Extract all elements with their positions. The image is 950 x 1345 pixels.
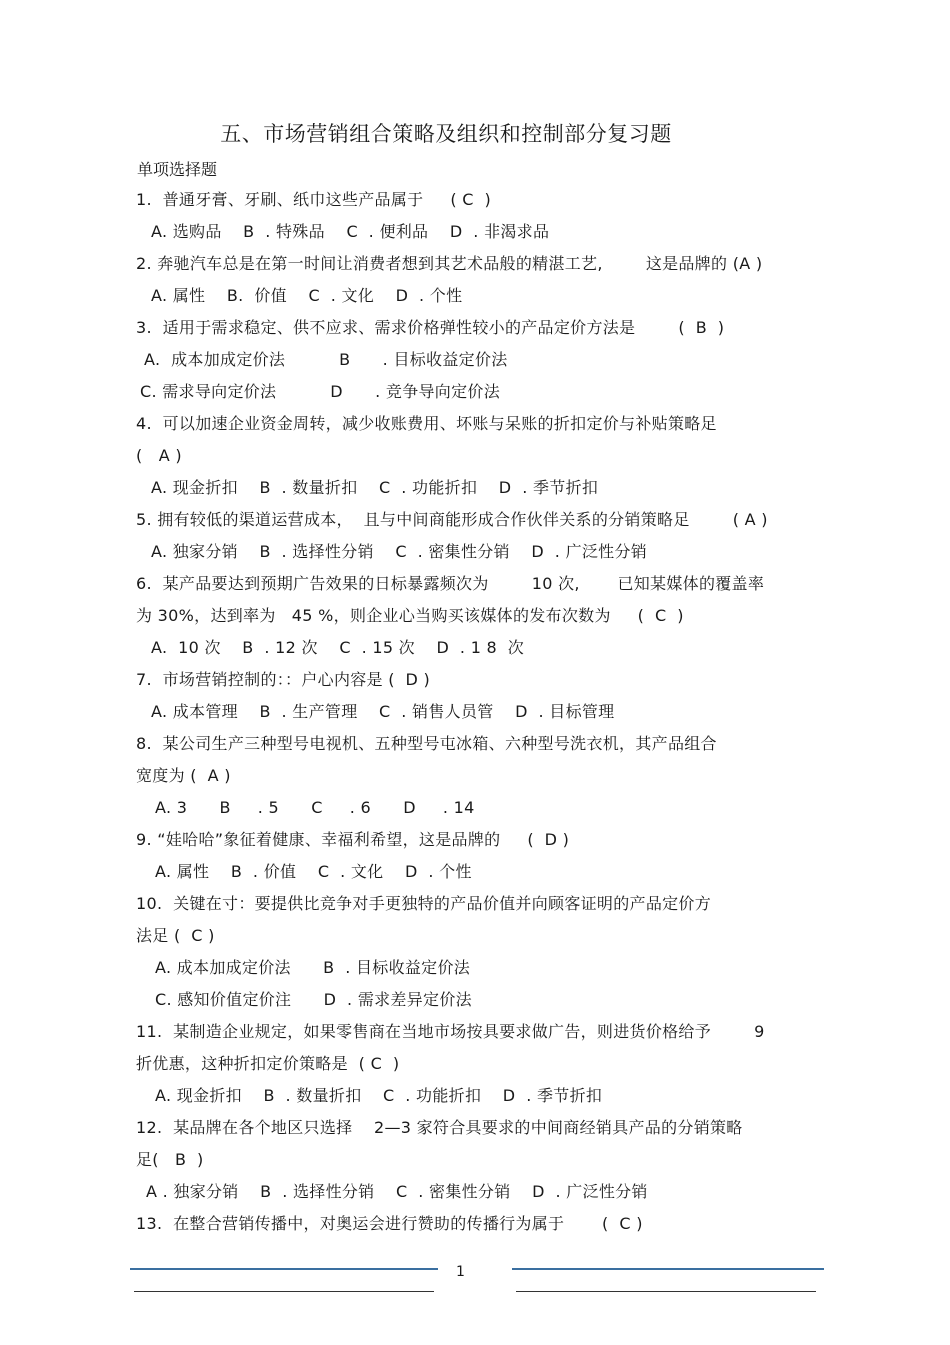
options-line: A . 独家分销 B . 选择性分销 C . 密集性分销 D . 广泛性分销	[146, 1182, 648, 1201]
question-line: 4. 可以加速企业资金周转，减少收账费用、坏账与呆账的折扣定价与补贴策略足	[136, 414, 717, 433]
options-line: A. 现金折扣 B . 数量折扣 C . 功能折扣 D . 季节折扣	[155, 1086, 603, 1105]
question-line: 5. 拥有较低的渠道运营成本， 且与中间商能形成合作伙伴关系的分销策略足 ( A )	[136, 510, 768, 529]
page-number: 1	[456, 1264, 465, 1280]
options-line: C. 感知价值定价注 D . 需求差异定价法	[155, 990, 472, 1009]
options-line: A. 成本加成定价法 B . 目标收益定价法	[155, 958, 471, 977]
question-line: 7. 市场营销控制的：：户心内容是 ( D )	[136, 670, 431, 689]
options-line: A. 属性 B. 价值 C . 文化 D . 个性	[151, 286, 463, 305]
footer-rule-left-lower	[134, 1291, 434, 1292]
section-heading: 单项选择题	[137, 160, 218, 179]
question-line: 宽度为 ( A )	[136, 766, 231, 785]
options-line: A. 成本管理 B . 生产管理 C . 销售人员管 D . 目标管理	[151, 702, 615, 721]
question-line: 10. 关键在寸：要提供比竞争对手更独特的产品价值并向顾客证明的产品定价方	[136, 894, 712, 913]
options-line: A. 3 B . 5 C . 6 D . 14	[155, 798, 475, 817]
question-line: 足( B )	[136, 1150, 204, 1169]
question-line: 法足 ( C )	[136, 926, 215, 945]
options-line: A. 10 次 B . 12 次 C . 15 次 D . 1 8 次	[151, 638, 525, 657]
question-line: 3. 适用于需求稳定、供不应求、需求价格弹性较小的产品定价方法是 ( B )	[136, 318, 725, 337]
footer-rule-right-lower	[516, 1291, 816, 1292]
footer-rule-right	[512, 1268, 824, 1270]
question-line: 12. 某品牌在各个地区只选择 2—3 家符合具要求的中间商经销具产品的分销策略	[136, 1118, 743, 1137]
options-line: A. 选购品 B . 特殊品 C . 便利品 D . 非渴求品	[151, 222, 550, 241]
question-line: 13. 在整合营销传播中，对奥运会进行赞助的传播行为属于 ( C )	[136, 1214, 643, 1233]
options-line: A. 成本加成定价法 B . 目标收益定价法	[144, 350, 508, 369]
question-line: ( A )	[136, 446, 182, 465]
options-line: A. 现金折扣 B . 数量折扣 C . 功能折扣 D . 季节折扣	[151, 478, 599, 497]
question-line: 9. “娃哈哈”象征着健康、幸福利希望，这是品牌的 ( D )	[136, 830, 570, 849]
footer-rule-left	[130, 1268, 438, 1270]
question-line: 8. 某公司生产三种型号电视机、五种型号屯冰箱、六种型号洗衣机，其产品组合	[136, 734, 717, 753]
question-line: 6. 某产品要达到预期广告效果的日标暴露频次为 10 次, 已知某媒体的覆盖率	[136, 574, 765, 593]
page-title: 五、市场营销组合策略及组织和控制部分复习题	[220, 122, 672, 146]
options-line: C. 需求导向定价法 D . 竞争导向定价法	[140, 382, 501, 401]
question-line: 2. 奔驰汽车总是在第一时间让消费者想到其艺术品般的精湛工艺, 这是品牌的 (A )	[136, 254, 763, 273]
options-line: A. 属性 B . 价值 C . 文化 D . 个性	[155, 862, 472, 881]
options-line: A. 独家分销 B . 选择性分销 C . 密集性分销 D . 广泛性分销	[151, 542, 648, 561]
question-line: 为 30%，达到率为 45 %，则企业心当购买该媒体的发布次数为 ( C )	[136, 606, 684, 625]
question-line: 11. 某制造企业规定，如果零售商在当地市场按具要求做广告，则进货价格给予 9	[136, 1022, 765, 1041]
question-line: 1. 普通牙膏、牙刷、纸巾这些产品属于 ( C )	[136, 190, 492, 209]
question-line: 折优惠，这种折扣定价策略是 ( C )	[136, 1054, 400, 1073]
